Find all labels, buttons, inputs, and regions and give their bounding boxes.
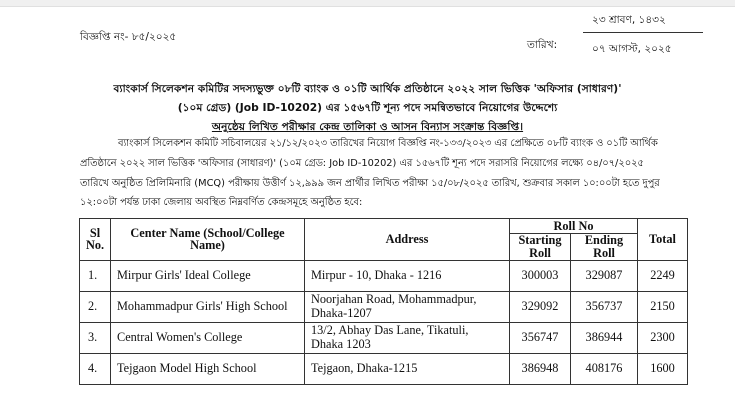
center-table [79, 218, 688, 385]
date-english: ০৭ আগস্ট, ২০২৫ [592, 43, 672, 55]
row-sl: 3. [80, 322, 111, 353]
title-line-1: ব্যাংকার্স সিলেকশন কমিটির সদস্যভুক্ত ০৮টি ব্যাংক ও ০১টি আর্থিক প্রতিষ্ঠানে ২০২২ সাল ভিত্তিক 'অফিসার (সাধারণ)' [113, 82, 622, 95]
row-total: 1600 [638, 353, 688, 384]
header-ending-roll: Ending Roll [571, 234, 638, 261]
table-row [80, 353, 688, 384]
row-address: Noorjahan Road, Mohammadpur, Dhaka-1207 [305, 291, 510, 322]
row-address: Mirpur - 10, Dhaka - 1216 [305, 260, 510, 291]
row-sl: 2. [80, 291, 111, 322]
header-address: Address [305, 219, 510, 261]
row-total: 2300 [638, 322, 688, 353]
row-ending-roll: 329087 [571, 260, 638, 291]
row-ending-roll: 408176 [571, 353, 638, 384]
header-total: Total [638, 219, 688, 261]
row-center-name: Mohammadpur Girls' High School [111, 291, 305, 322]
row-total: 2249 [638, 260, 688, 291]
row-starting-roll: 386948 [510, 353, 571, 384]
date-bangla: ২৩ শ্রাবণ, ১৪৩২ [592, 14, 666, 26]
row-ending-roll: 356737 [571, 291, 638, 322]
body-line-3: তারিখে অনুষ্ঠিত প্রিলিমিনারি (MCQ) পরীক্ষায় উত্তীর্ণ ১২,৯৯৯ জন প্রার্থীর লিখিত পরীক্ষা ১৫/০৮/২০২৫ তারিখ, শুক্রবার সকাল ১০:০০টা হতে দুপুর [80, 178, 660, 189]
header-roll-no: Roll No [510, 219, 638, 234]
notice-number: বিজ্ঞপ্তি নং- ৮৫/২০২৫ [80, 31, 177, 43]
body-line-4: ১২:০০টা পর্যন্ত ঢাকা জেলায় অবস্থিত নিম্নবর্ণিত কেন্দ্রসমূহে অনুষ্ঠিত হবে: [80, 197, 363, 208]
date-divider [583, 32, 703, 33]
row-ending-roll: 386944 [571, 322, 638, 353]
row-starting-roll: 300003 [510, 260, 571, 291]
header-starting-roll: Starting Roll [510, 234, 571, 261]
row-center-name: Mirpur Girls' Ideal College [111, 260, 305, 291]
table-row [80, 291, 688, 322]
title-line-2: (১০ম গ্রেড) (Job ID-10202) এর ১৫৬৭টি শূন্য পদে সমন্বিতভাবে নিয়োগের উদ্দেশ্যে [177, 101, 558, 114]
table-row [80, 322, 688, 353]
row-sl: 4. [80, 353, 111, 384]
row-starting-roll: 329092 [510, 291, 571, 322]
row-center-name: Tejgaon Model High School [111, 353, 305, 384]
row-address: 13/2, Abhay Das Lane, Tikatuli, Dhaka 1203 [305, 322, 510, 353]
table-row [80, 260, 688, 291]
header-sl-no: Sl No. [80, 219, 111, 261]
row-sl: 1. [80, 260, 111, 291]
row-total: 2150 [638, 291, 688, 322]
date-label: তারিখ: [527, 39, 558, 51]
row-starting-roll: 356747 [510, 322, 571, 353]
body-line-1: ব্যাংকার্স সিলেকশন কমিটি সচিবালয়ের ২১/১২/২০২৩ তারিখের নিয়োগ বিজ্ঞপ্তি নং-১৩৩/২০২৩ এর প্রেক্ষিতে ০৮টি ব্যাংক ও ০১টি আর্থিক [118, 138, 658, 149]
top-edge [0, 0, 735, 7]
row-center-name: Central Women's College [111, 322, 305, 353]
header-center-name: Center Name (School/College Name) [111, 219, 305, 261]
body-line-2: প্রতিষ্ঠানে ২০২২ সাল ভিত্তিক 'অফিসার (সাধারণ)' (১০ম গ্রেড: Job ID-10202) এর ১৫৬৭টি শূন্য পদে সরাসরি নিয়োগের লক্ষ্যে ০৪/০৭/২০২৫ [80, 158, 644, 169]
title-line-3: অনুষ্ঠেয় লিখিত পরীক্ষার কেন্দ্র তালিকা ও আসন বিন্যাস সংক্রান্ত বিজ্ঞপ্তি। [211, 120, 524, 133]
row-address: Tejgaon, Dhaka-1215 [305, 353, 510, 384]
